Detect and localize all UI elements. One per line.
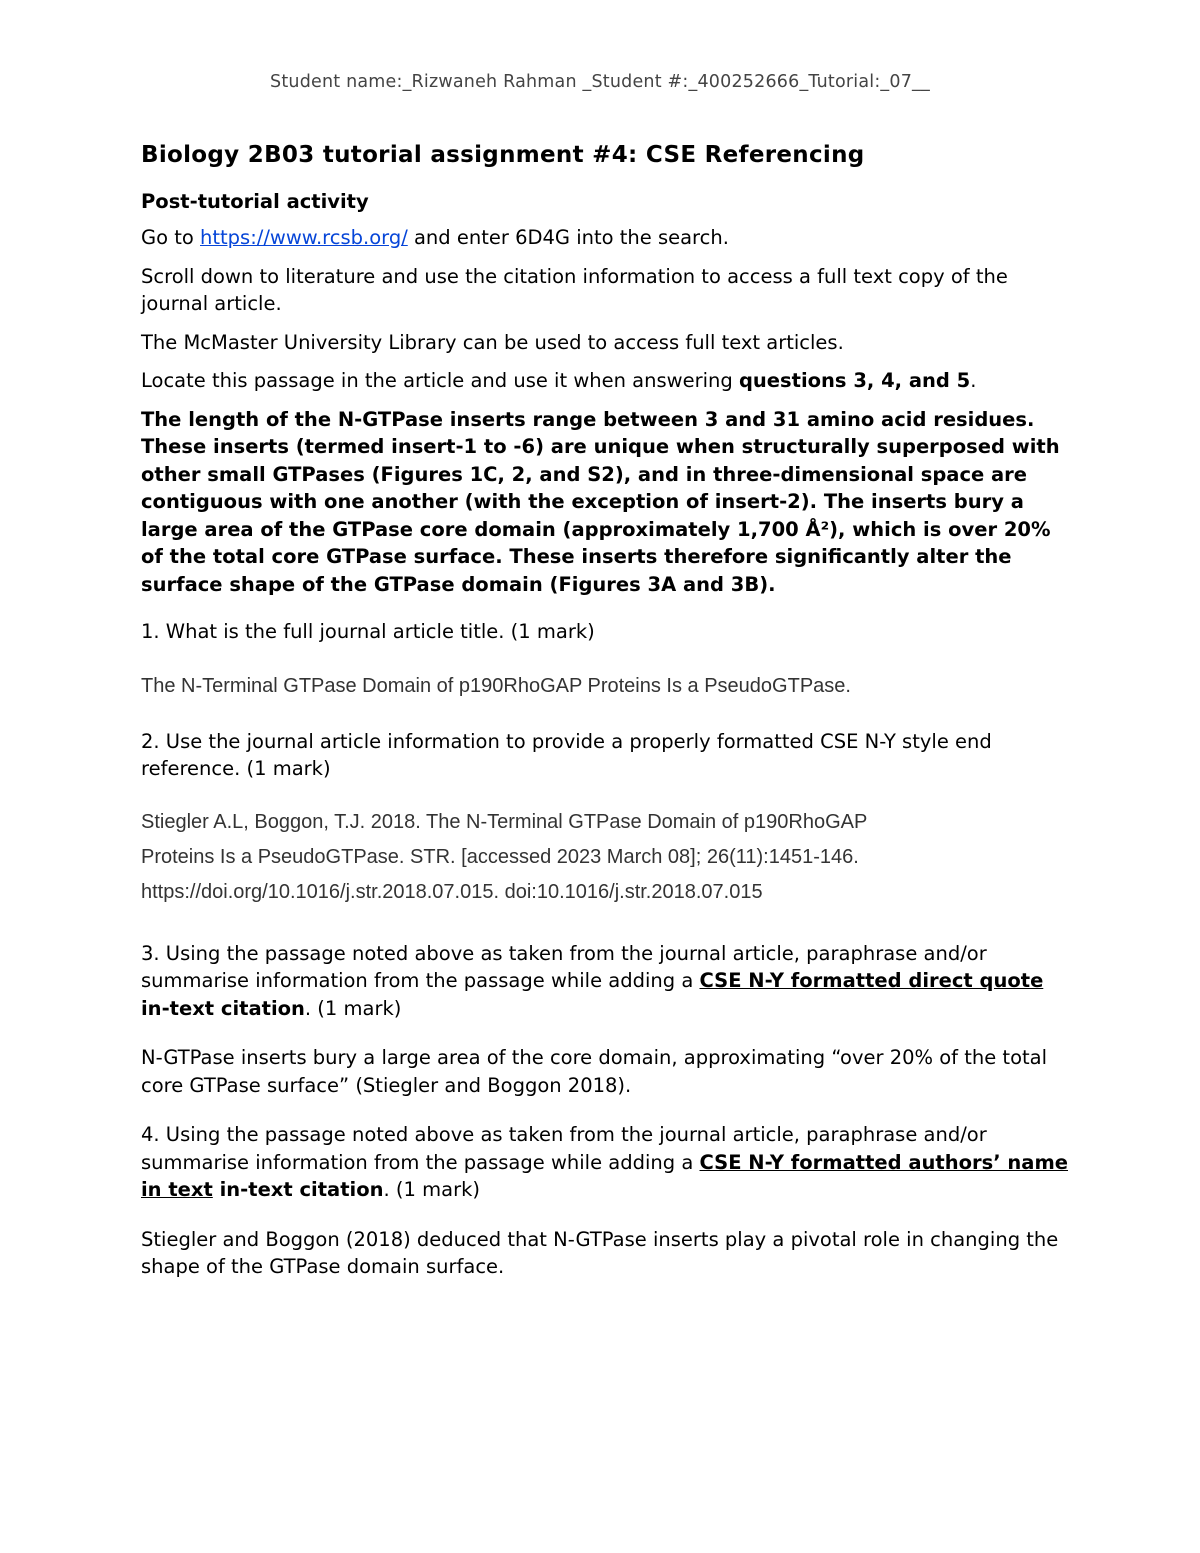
instruction-go-to <box>141 224 1071 252</box>
answer-4: Stiegler and Boggon (2018) deduced that N-GTPase inserts play a pivotal role in changing the shape of the GTPase domain surface. <box>141 1227 1059 1278</box>
answer-3: N-GTPase inserts bury a large area of the core domain, approximating “over 20% of the total core GTPase surface” (Stiegler and Boggon 2018). <box>141 1046 1048 1097</box>
locate-questions: questions 3, 4, and 5 <box>738 369 971 392</box>
go-to-prefix: Go to <box>141 226 201 249</box>
article-passage: The length of the N-GTPase inserts range between 3 and 31 amino acid residues. These inserts (termed insert-1 to -6) are unique when structurally superposed with other small GTPases (Figures 1C, 2, and S2), and in three-dimensional space are contiguous with one another (with the exception of insert-2). The inserts bury a large area of the GTPase core domain (approximately 1,700 Å²), which is over 20% of the total core GTPase surface. These inserts therefore significantly alter the surface shape of the GTPase domain (Figures 3A and 3B). <box>141 407 1060 596</box>
answer-2-reference <box>141 805 1071 910</box>
locate-suffix: . <box>970 369 977 392</box>
q3-underlined: CSE N-Y formatted direct quote <box>699 969 1044 992</box>
instruction-scroll: Scroll down to literature and use the citation information to access a full text copy of the journal article. <box>141 264 1008 315</box>
go-to-suffix: and enter 6D4G into the search. <box>407 226 729 249</box>
student-info-header: Student name:_Rizwaneh Rahman _Student #:_400252666_Tutorial:_07__ <box>270 72 930 92</box>
question-4 <box>141 1121 1071 1204</box>
question-3 <box>141 940 1071 1023</box>
q4-underlined: CSE N-Y formatted authors’ name in text <box>141 1150 1069 1201</box>
locate-prefix: Locate this passage in the article and use it when answering <box>141 369 739 392</box>
q4-bold: in-text citation <box>212 1178 384 1201</box>
reference-line-3: https://doi.org/10.1016/j.str.2018.07.015. doi:10.1016/j.str.2018.07.015 <box>141 880 763 903</box>
instruction-locate <box>141 367 1071 395</box>
q3-suffix: . (1 mark) <box>304 996 402 1020</box>
document-body <box>141 142 1071 1303</box>
q4-suffix: . (1 mark) <box>383 1178 480 1201</box>
answer-1: The N-Terminal GTPase Domain of p190RhoGAP Proteins Is a PseudoGTPase. <box>141 674 851 697</box>
q3-bold: in-text citation <box>141 996 305 1020</box>
section-heading: Post-tutorial activity <box>141 190 369 213</box>
question-1: 1. What is the full journal article title. (1 mark) <box>141 620 595 643</box>
rcsb-link[interactable]: https://www.rcsb.org/ <box>200 226 408 249</box>
q3-prefix: 3. Using the passage noted above as taken from the journal article, paraphrase and/or summarise information from the passage while adding a <box>141 941 987 992</box>
question-2: 2. Use the journal article information to provide a properly formatted CSE N-Y style end reference. (1 mark) <box>141 729 992 780</box>
reference-line-1: Stiegler A.L, Boggon, T.J. 2018. The N-Terminal GTPase Domain of p190RhoGAP <box>141 810 868 833</box>
reference-line-2: Proteins Is a PseudoGTPase. STR. [accessed 2023 March 08]; 26(11):1451-146. <box>141 845 859 868</box>
instruction-library: The McMaster University Library can be used to access full text articles. <box>141 330 844 354</box>
q4-prefix: 4. Using the passage noted above as taken from the journal article, paraphrase and/or summarise information from the passage while adding a <box>141 1123 987 1174</box>
document-title: Biology 2B03 tutorial assignment #4: CSE Referencing <box>141 142 865 168</box>
